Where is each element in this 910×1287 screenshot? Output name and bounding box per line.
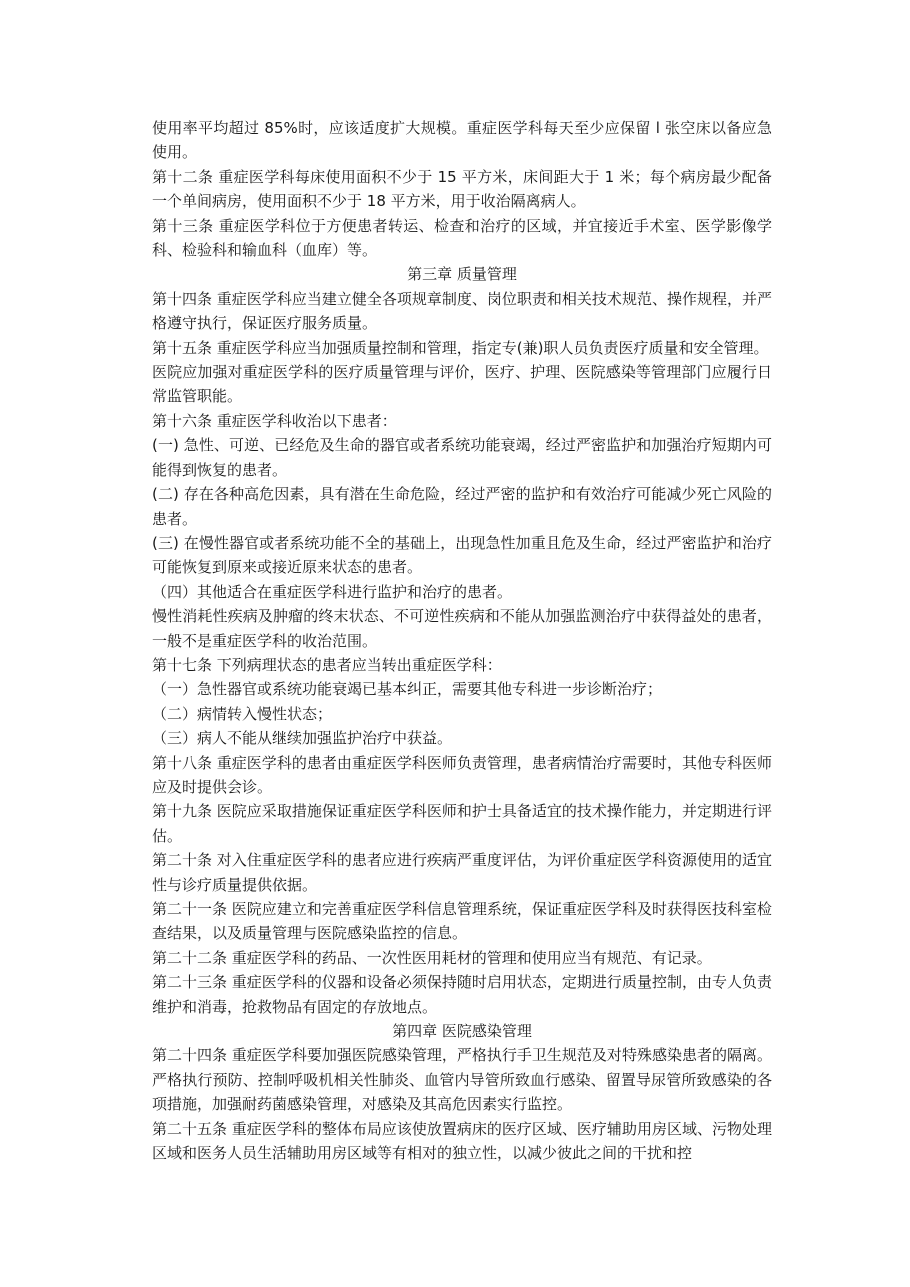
article-24: 第二十四条 重症医学科要加强医院感染管理，严格执行手卫生规范及对特殊感染患者的隔离。严格执行预防、控制呼吸机相关性肺炎、血管内导管所致血行感染、留置导尿管所致感染的各项措施，加强耐药菌感染管理，对感染及其高危因素实行监控。 (152, 1046, 772, 1114)
paragraph: 医院应加强对重症医学科的医疗质量管理与评价，医疗、护理、医院感染等管理部门应履行日常监管职能。 (152, 363, 772, 406)
article-12: 第十二条 重症医学科每床使用面积不少于 15 平方米，床间距大于 1 米；每个病房最少配备一个单间病房，使用面积不少于 18 平方米，用于收治隔离病人。 (152, 167, 772, 211)
article-21: 第二十一条 医院应建立和完善重症医学科信息管理系统，保证重症医学科及时获得医技科室检查结果，以及质量管理与医院感染监控的信息。 (152, 900, 772, 943)
document-body (152, 116, 772, 1165)
article-22: 第二十二条 重症医学科的药品、一次性医用耗材的管理和使用应当有规范、有记录。 (152, 948, 712, 967)
article-25: 第二十五条 重症医学科的整体布局应该使放置病床的医疗区域、医疗辅助用房区域、污物处理区域和医务人员生活辅助用房区域等有相对的独立性，以减少彼此之间的干扰和控 (152, 1119, 772, 1163)
article-19: 第十九条 医院应采取措施保证重症医学科医师和护士具备适宜的技术操作能力，并定期进行评估。 (152, 802, 772, 845)
list-item: （三）病人不能从继续加强监护治疗中获益。 (152, 729, 453, 748)
article-17: 第十七条 下列病理状态的患者应当转出重症医学科： (152, 655, 502, 674)
article-18: 第十八条 重症医学科的患者由重症医学科医师负责管理，患者病情治疗需要时，其他专科医师应及时提供会诊。 (152, 753, 772, 796)
list-item: (二) 存在各种高危因素，具有潜在生命危险，经过严密的监护和有效治疗可能减少死亡风险的患者。 (152, 485, 772, 528)
article-20: 第二十条 对入住重症医学科的患者应进行疾病严重度评估，为评价重症医学科资源使用的适宜性与诊疗质量提供依据。 (152, 851, 772, 894)
article-14: 第十四条 重症医学科应当建立健全各项规章制度、岗位职责和相关技术规范、操作规程，并严格遵守执行，保证医疗服务质量。 (152, 289, 772, 333)
paragraph: 使用率平均超过 85%时，应该适度扩大规模。重症医学科每天至少应保留 l 张空床以备应急使用。 (152, 119, 772, 162)
article-13: 第十三条 重症医学科位于方便患者转运、检查和治疗的区域，并宜接近手术室、医学影像学科、检验科和输血科（血库）等。 (152, 216, 772, 260)
article-23: 第二十三条 重症医学科的仪器和设备必须保持随时启用状态，定期进行质量控制，由专人负责维护和消毒，抢救物品有固定的存放地点。 (152, 973, 772, 1016)
article-16: 第十六条 重症医学科收治以下患者： (152, 411, 397, 430)
list-item: （二）病情转入慢性状态； (152, 704, 333, 723)
list-item: (一) 急性、可逆、已经危及生命的器官或者系统功能衰竭，经过严密监护和加强治疗短期内可能得到恢复的患者。 (152, 436, 772, 479)
list-item: (三) 在慢性器官或者系统功能不全的基础上，出现急性加重且危及生命，经过严密监护和治疗可能恢复到原来或接近原来状态的患者。 (152, 533, 772, 577)
chapter-4-heading: 第四章 医院感染管理 (392, 1022, 532, 1041)
chapter-3-heading: 第三章 质量管理 (407, 265, 517, 284)
paragraph: 慢性消耗性疾病及肿瘤的终末状态、不可逆性疾病和不能从加强监测治疗中获得益处的患者，一般不是重症医学科的收治范围。 (152, 607, 772, 650)
list-item: （四）其他适合在重症医学科进行监护和治疗的患者。 (152, 582, 513, 601)
list-item: （一）急性器官或系统功能衰竭已基本纠正，需要其他专科进一步诊断治疗； (152, 680, 663, 699)
article-15: 第十五条 重症医学科应当加强质量控制和管理，指定专(兼)职人员负责医疗质量和安全管理。 (152, 338, 769, 357)
